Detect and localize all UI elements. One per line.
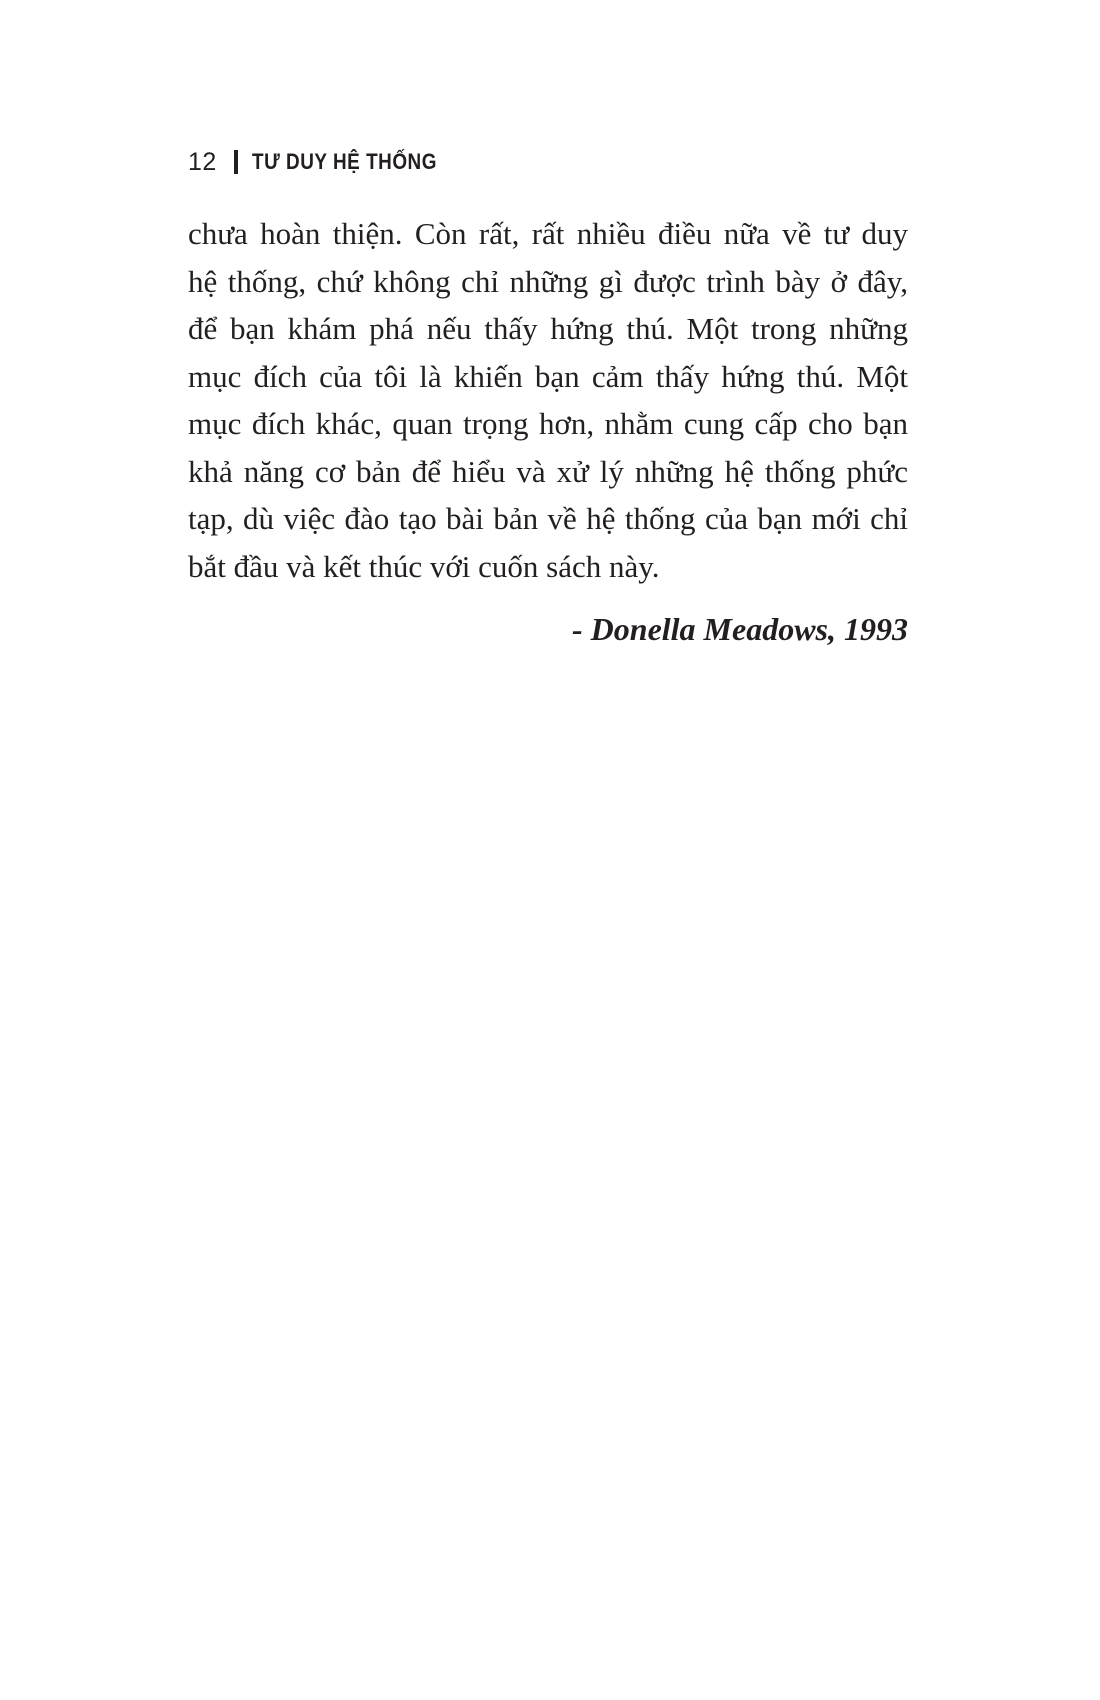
body-paragraph	[188, 210, 908, 590]
quote-attribution: - Donella Meadows, 1993	[572, 611, 908, 647]
text-line: hệ thống, chứ không chỉ những gì được trình bày ở đây,	[188, 263, 908, 299]
header-divider	[234, 150, 238, 174]
text-line: mục đích khác, quan trọng hơn, nhằm cung cấp cho bạn	[188, 406, 908, 441]
text-line: bắt đầu và kết thúc với cuốn sách này.	[188, 548, 660, 584]
running-header	[188, 145, 467, 179]
page-number: 12	[188, 147, 217, 176]
text-line: mục đích của tôi là khiến bạn cảm thấy hứng thú. Một	[188, 358, 908, 394]
text-line: khả năng cơ bản để hiểu và xử lý những hệ thống phức	[188, 453, 908, 489]
text-line: tạp, dù việc đào tạo bài bản về hệ thống của bạn mới chỉ	[188, 501, 908, 536]
book-title: TƯ DUY HỆ THỐNG	[251, 149, 437, 174]
text-line: chưa hoàn thiện. Còn rất, rất nhiều điều nữa về tư duy	[188, 216, 908, 251]
text-line: để bạn khám phá nếu thấy hứng thú. Một trong những	[188, 311, 908, 346]
